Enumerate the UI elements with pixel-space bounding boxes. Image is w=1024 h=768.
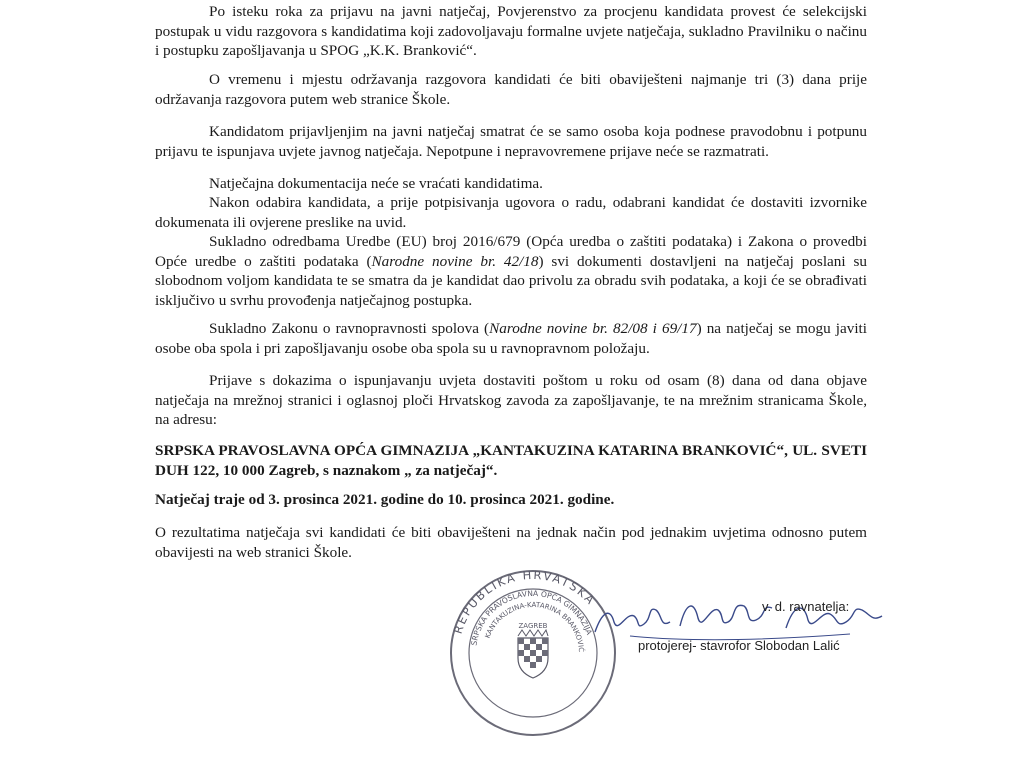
paragraph-school-address: SRPSKA PRAVOSLAVNA OPĆA GIMNAZIJA „KANTAKUZINA KATARINA BRANKOVIĆ“, UL. SVETI DUH 122, 10 000 Zagreb, s naznakom „ za natječaj“. bbox=[155, 442, 867, 479]
stamp-inner-mid-text: KANTAKUZINA-KATARINA BRANKOVIĆ bbox=[483, 600, 586, 653]
signatory-name: protojerej- stavrofor Slobodan Lalić bbox=[638, 638, 840, 653]
paragraph-documentation-not-returned: Natječajna dokumentacija neće se vraćati kandidatima. bbox=[209, 175, 543, 192]
croatian-coat-of-arms-icon bbox=[518, 630, 548, 678]
paragraph-interview-notice: O vremenu i mjestu održavanja razgovora kandidati će biti obaviješteni najmanje tri (3) dana prije održavanja razgovora putem web stranice Škole. bbox=[155, 71, 867, 108]
paragraph-candidate-definition: Kandidatom prijavljenjim na javni natječaj smatrat će se samo osoba koja podnese pravodobnu i potpunu prijavu te ispunjava uvjete javnog natječaja. Nepotpune i nepravovremene prijave neće se razmatrati. bbox=[155, 123, 867, 160]
gdpr-law-reference: Narodne novine br. 42/18 bbox=[371, 252, 539, 270]
signatory-title: v. d. ravnatelja: bbox=[762, 599, 850, 614]
paragraph-results-notice: O rezultatima natječaja svi kandidati će biti obaviješteni na jednak način pod jednakim uvjetima odnosno putem obavijesti na web stranici Škole. bbox=[155, 524, 867, 561]
stamp-city-text: ZAGREB bbox=[518, 622, 548, 630]
paragraph-gdpr: Sukladno odredbama Uredbe (EU) broj 2016/679 (Opća uredba o zaštiti podataka) i Zakona o provedbi Opće uredbe o zaštiti podataka (Narodne novine br. 42/18) svi dokumenti dostavljeni na natječaj poslani su slobodnom voljom kandidata te se smatra da je kandidat dao privolu za obradu svih podataka, a koji će se obrađivati isključivo u svrhu provođenja natječajnog postupka. bbox=[155, 233, 867, 309]
paragraph-application-delivery: Prijave s dokazima o ispunjavanju uvjeta dostaviti poštom u roku od osam (8) dana od dana objave natječaja na mrežnoj stranici i oglasnoj ploči Hrvatskog zavoda za zapošljavanje, te na mrežnim stranicama Škole, na adresu: bbox=[155, 372, 867, 428]
paragraph-gender-equality: Sukladno Zakonu o ravnopravnosti spolova (Narodne novine br. 82/08 i 69/17) na natječaj se mogu javiti osobe oba spola i pri zapošljavanju osobe oba spola su u ravnopravnom položaju. bbox=[155, 320, 867, 357]
stamp-inner-text: SRPSKA PRAVOSLAVNA OPĆA GIMNAZIJA bbox=[469, 588, 594, 647]
stamp-outer-text: REPUBLIKA HRVATSKA bbox=[450, 568, 599, 636]
paragraph-original-documents: Nakon odabira kandidata, a prije potpisivanja ugovora o radu, odabrani kandidat će dostaviti izvornike dokumenata ili ovjerene preslike na uvid. bbox=[155, 194, 867, 231]
paragraph-selection-procedure: Po isteku roka za prijavu na javni natječaj, Povjerenstvo za procjenu kandidata provest će selekcijski postupak u vidu razgovora s kandidatima koji zadovoljavaju formalne uvjete natječaja, sukladno Pravilniku o načinu i postupku zapošljavanja u SPOG „K.K. Branković“. bbox=[155, 3, 867, 59]
paragraph-competition-duration: Natječaj traje od 3. prosinca 2021. godine do 10. prosinca 2021. godine. bbox=[155, 491, 615, 508]
equality-law-reference: Narodne novine br. 82/08 i 69/17 bbox=[489, 320, 697, 337]
